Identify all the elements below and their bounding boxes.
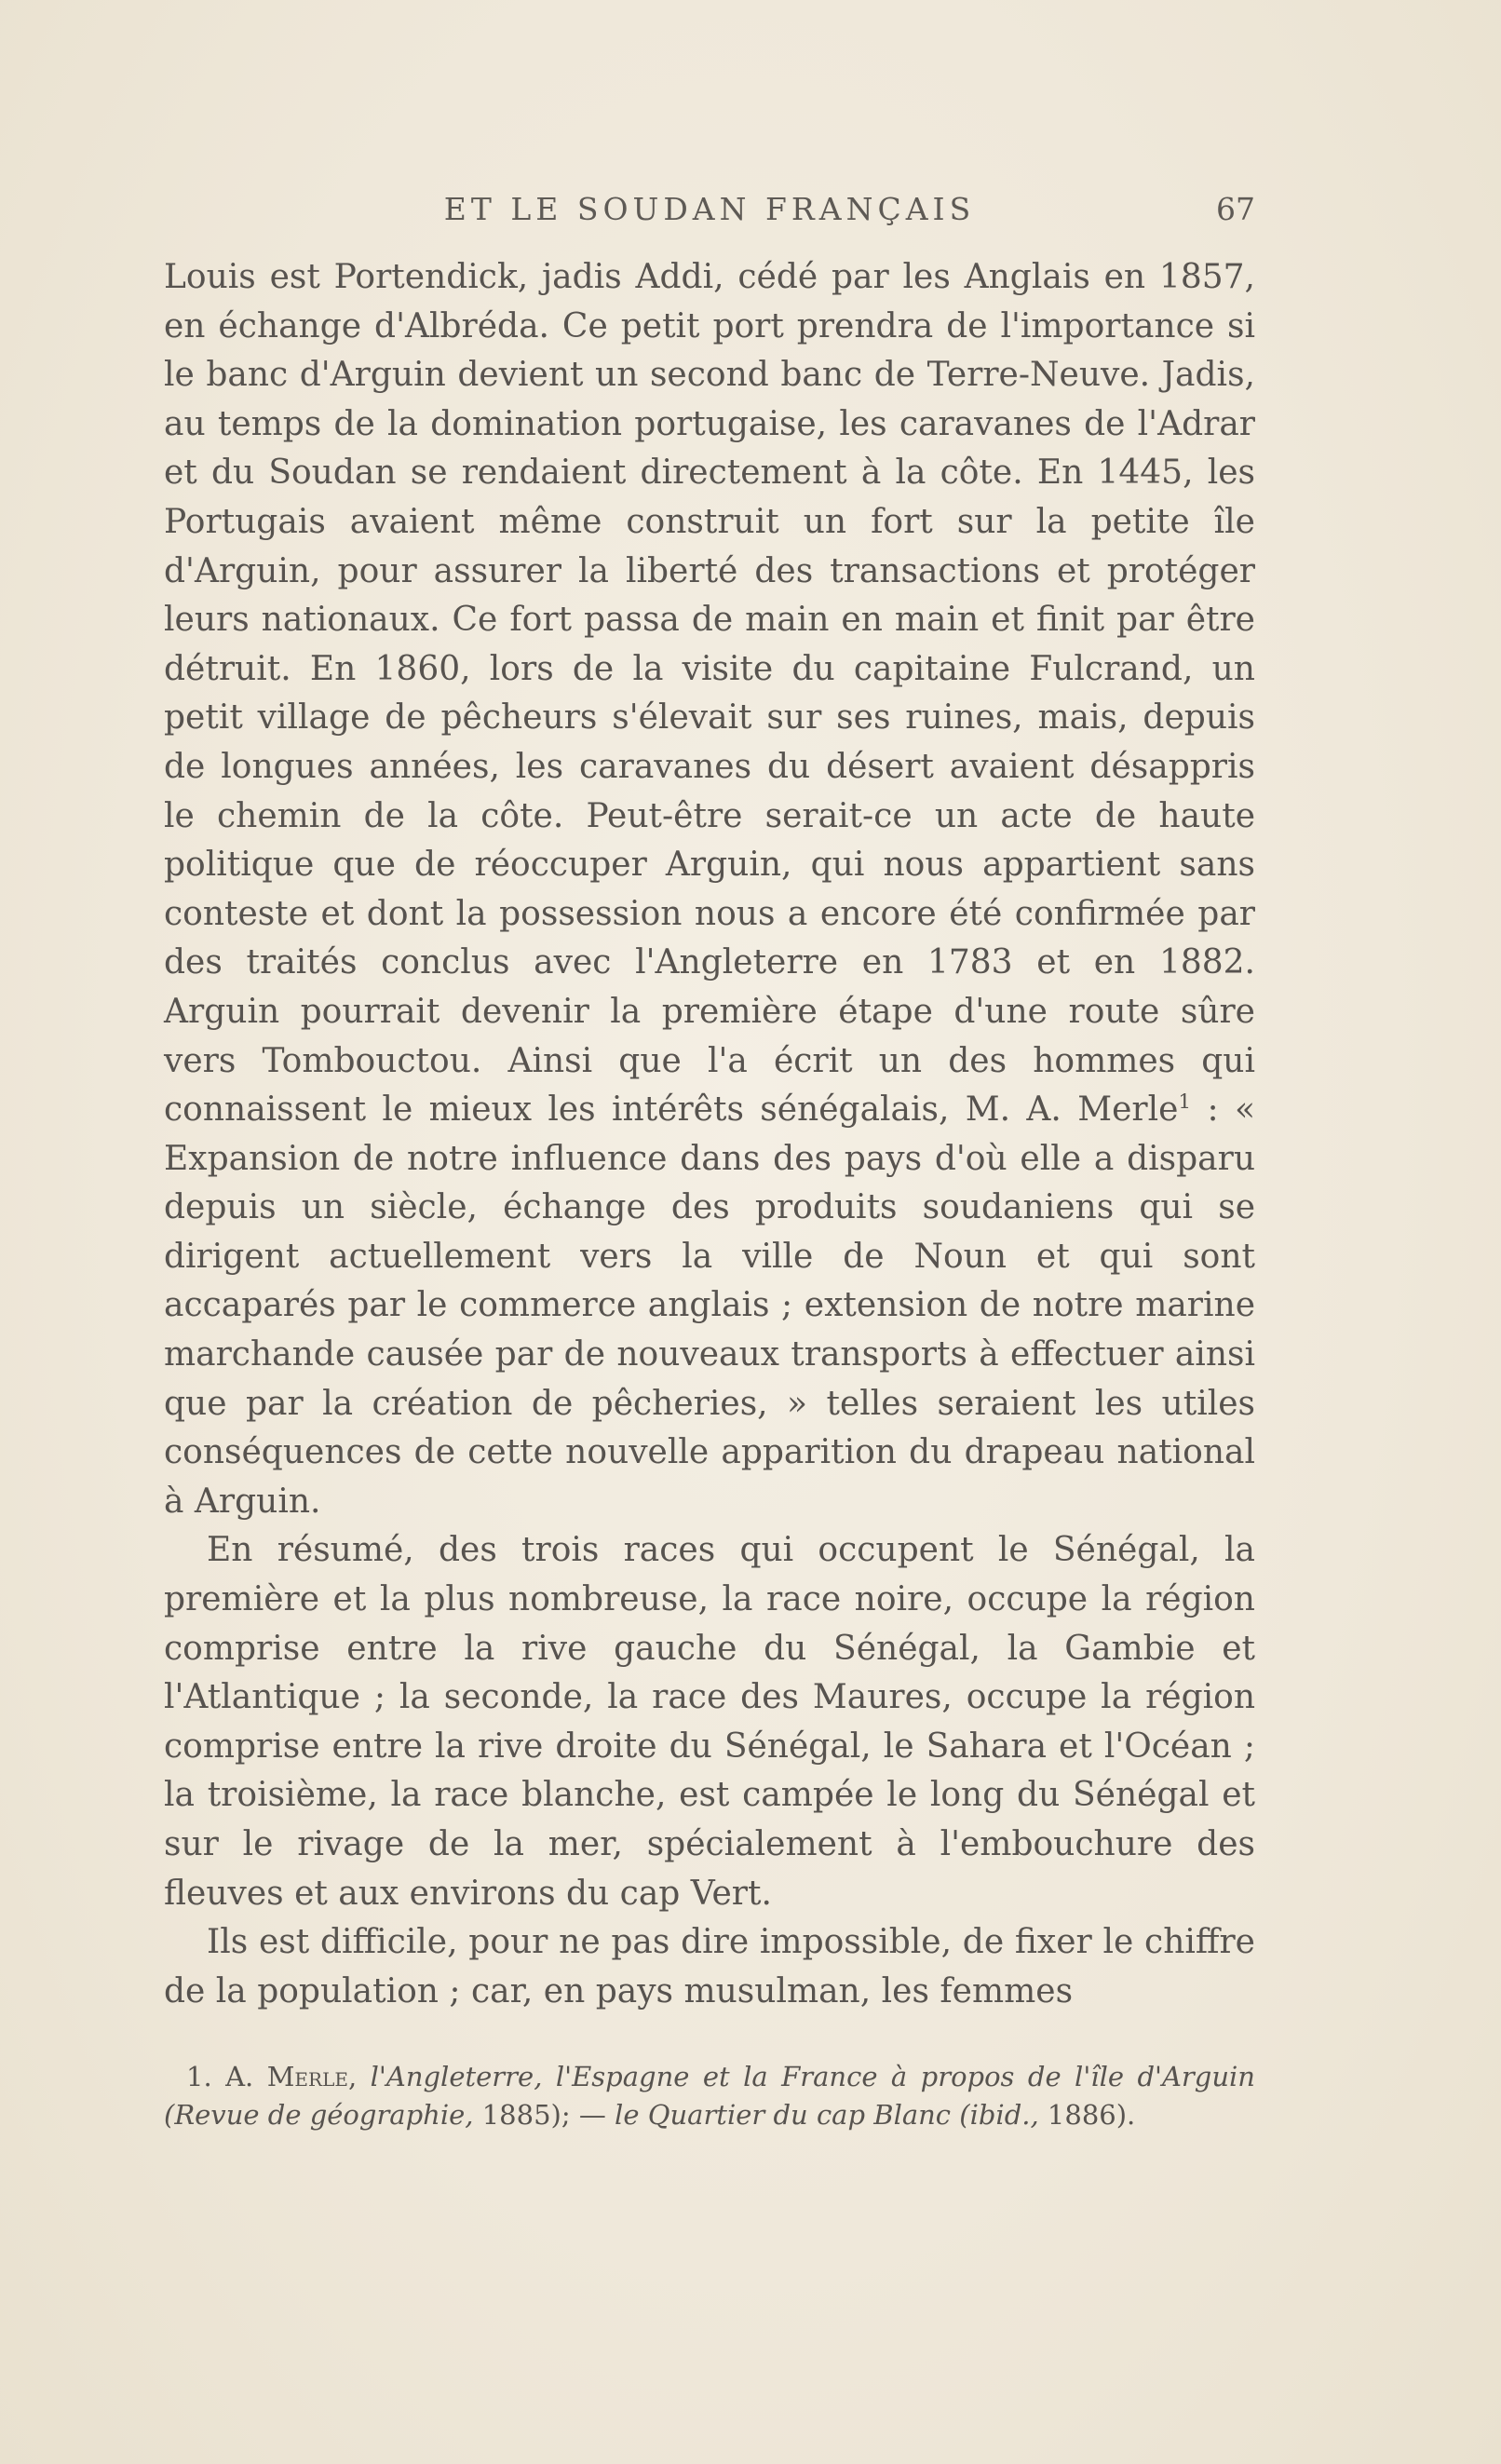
- footnote-sep: ,: [347, 2061, 371, 2092]
- footnote-reference: 1: [1178, 1090, 1192, 1115]
- footnote-ibid-year: 1886).: [1038, 2099, 1136, 2131]
- paragraph-3: Ils est difficile, pour ne pas dire impossible, de fixer le chiffre de la population ; car, en pays musulman, les femmes: [164, 1923, 1255, 2010]
- footnote-article2: le Quartier du cap Blanc: [615, 2099, 952, 2131]
- paragraph-1-part-b: : « Expansion de notre influence dans des pays d'où elle a disparu depuis un siècle, échange des produits soudaniens qui se dirigent actuellement vers la ville de Noun et qui sont accaparés par le commerce anglais ; extension de notre marine marchande causée par de nouveaux transports à effectuer ainsi que par la création de pêcheries, » telles seraient les utiles conséquences de cette nouvelle apparition du drapeau national à Arguin.: [164, 1090, 1255, 1521]
- paragraph-2: En résumé, des trois races qui occupent le Sénégal, la première et la plus nombreuse, la race noire, occupe la région comprise entre la rive gauche du Sénégal, la Gambie et l'Atlantique ; la seconde, la race des Maures, occupe la région comprise entre la rive droite du Sénégal, le Sahara et l'Océan ; la troisième, la race blanche, est campée le long du Sénégal et sur le rivage de la mer, spécialement à l'embouchure des fleuves et aux environs du cap Vert.: [164, 1531, 1255, 1913]
- footnote-journal-year: 1885); —: [473, 2099, 615, 2131]
- footnote-ibid: (ibid.,: [951, 2099, 1039, 2131]
- paragraph-1-part-a: Louis est Portendick, jadis Addi, cédé par les Anglais en 1857, en échange d'Albréda. Ce petit port prendra de l'importance si le banc d'Arguin devient un second banc de Terre-Neuve. Jadis, au temps de la domination portugaise, les caravanes de l'Adrar et du Soudan se rendaient directement à la côte. En 1445, les Portugais avaient même construit un fort sur la petite île d'Arguin, pour assurer la liberté des transactions et protéger leurs nationaux. Ce fort passa de main en main et finit par être détruit. En 1860, lors de la visite du capitaine Fulcrand, un petit village de pêcheurs s'élevait sur ses ruines, mais, depuis de longues années, les caravanes du désert avaient désappris le chemin de la côte. Peut-être serait-ce un acte de haute politique que de réoccuper Arguin, qui nous appartient sans conteste et dont la possession nous a encore été confirmée par des traités conclus avec l'Angleterre en 1783 et en 1882. Arguin pourrait devenir la première étape d'une route sûre vers Tombouctou. Ainsi que l'a écrit un des hommes qui connaissent le mieux les intérêts sénégalais, M. A. Merle: [164, 258, 1255, 1130]
- running-head: ET LE SOUDAN FRANÇAIS: [443, 191, 976, 227]
- paragraph-1: [164, 253, 1255, 1526]
- page-number: 67: [1216, 191, 1255, 227]
- footnote-1: [164, 2058, 1255, 2134]
- footnote-journal: (Revue de géographie,: [164, 2099, 474, 2131]
- body-text: [164, 253, 1255, 2016]
- footnote-author: Merle: [266, 2061, 348, 2092]
- footnote: [164, 2058, 1255, 2134]
- footnote-number: 1. A.: [186, 2061, 267, 2092]
- footnote-title: l'Angleterre, l'Espagne et la France à propos de l'île d'Arguin: [370, 2061, 1255, 2092]
- page-header: [164, 191, 1255, 232]
